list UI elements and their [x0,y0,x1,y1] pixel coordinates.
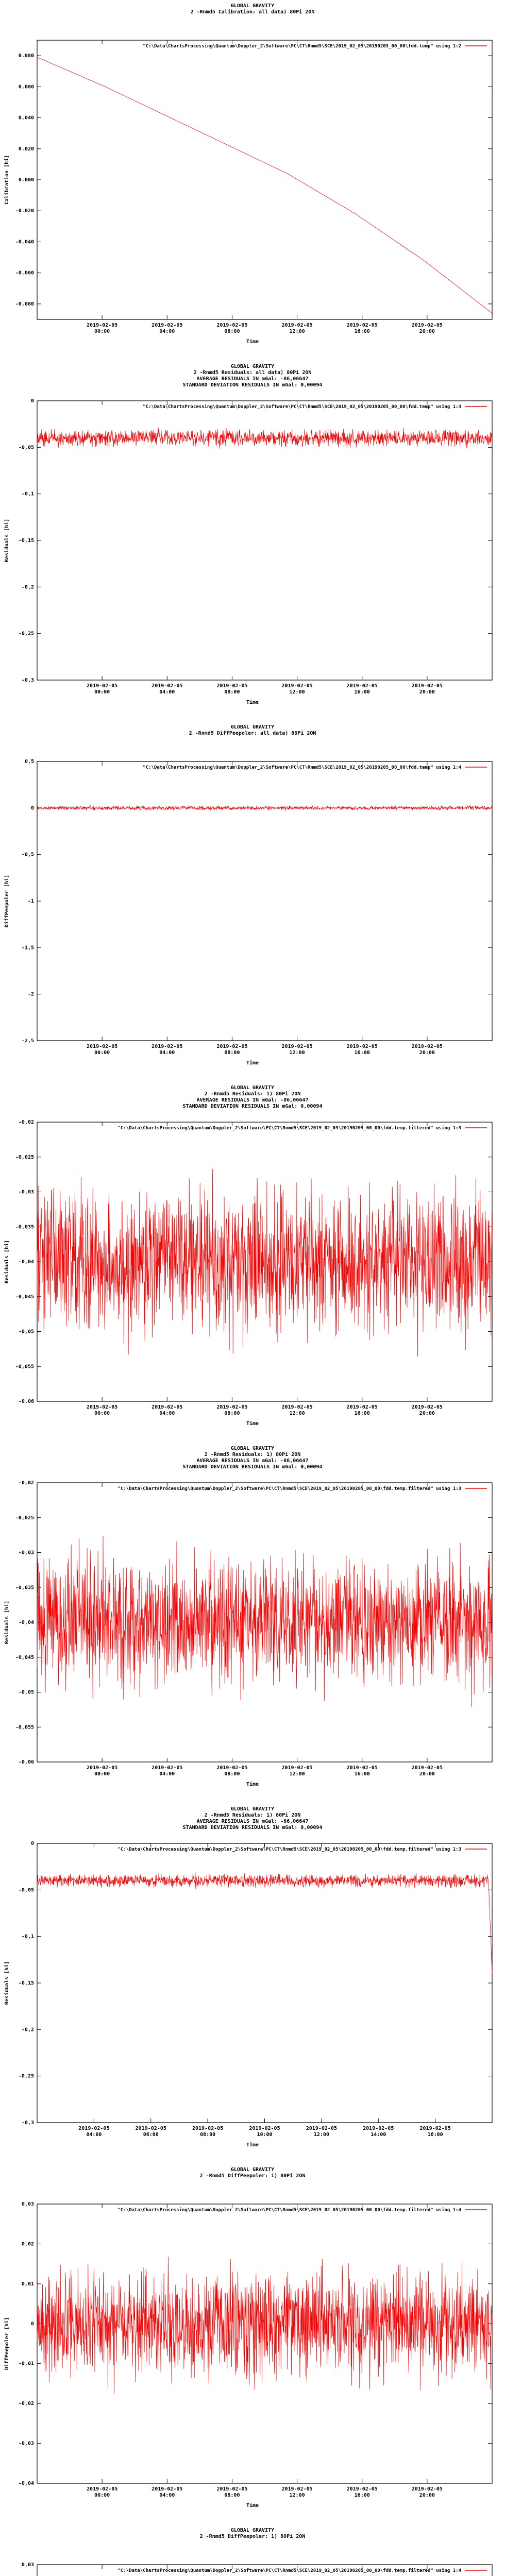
chart-title-line: 2 -Rnmd5 Residuals: all data) 80Pi 2ON [193,370,312,376]
x-tick-label-time: 04:00 [159,1050,175,1056]
x-tick-label: 2019-02-05 [281,1404,313,1410]
x-tick-label: 2019-02-05 [152,2486,183,2492]
x-tick-label: 2019-02-05 [87,2486,118,2492]
x-tick-label-time: 20:00 [419,1050,435,1056]
x-axis-label: Time [246,2503,259,2509]
x-tick-label-time: 00:00 [94,1771,110,1777]
y-tick-label: -0,03 [18,2441,34,2447]
x-tick-label: 2019-02-05 [87,683,118,689]
x-tick-label-time: 20:00 [419,1771,435,1777]
x-tick-label-time: 08:00 [224,1411,240,1416]
x-tick-label: 2019-02-05 [281,1044,313,1049]
y-tick-label: -0.060 [15,270,34,276]
y-tick-label: 0.060 [18,84,34,90]
x-tick-label-time: 12:00 [289,689,305,695]
x-tick-label: 2019-02-05 [411,1765,443,1771]
plot-frame [37,40,492,319]
y-tick-label: -0.040 [15,239,34,245]
x-tick-label-time: 16:00 [354,329,370,334]
x-tick-label-time: 08:00 [224,1771,240,1777]
x-tick-label-time: 00:00 [94,689,110,695]
chart-7 [0,2164,505,2524]
y-tick-label: -1,5 [21,945,34,951]
x-tick-label: 2019-02-05 [411,683,443,689]
x-axis-label: Time [246,1060,259,1066]
y-tick-label: -0,25 [18,631,34,637]
x-tick-label: 2019-02-05 [87,1044,118,1049]
chart-title-line: GLOBAL GRAVITY [230,1446,275,1451]
data-series-line [37,2257,492,2394]
legend-entry: "C:\Data\ChartsProcessing\Quantum\Doppler_2\Software\PC\CT\Rnmd5\SCE\2019_02_05\20190205_00_00\fdd.temp" using 1:4 [143,765,461,770]
y-tick-label: 0,5 [24,759,34,765]
chart-title-line: STANDARD DEVIATION RESIDUALS IN mGal: 0,00094 [182,1104,323,1109]
y-tick-label: 0,02 [21,2241,34,2247]
data-series-line [37,805,492,810]
y-tick-label: -0,04 [18,2481,34,2486]
y-tick-label: -1 [27,899,34,904]
chart-8 [0,2524,505,2576]
x-tick-label-time: 06:00 [143,2132,159,2138]
y-axis-label: DiffPeepoler [hi] [4,2317,10,2370]
x-tick-label-time: 00:00 [94,1050,110,1056]
x-tick-label: 2019-02-05 [346,1404,378,1410]
y-tick-label: 0.040 [18,115,34,121]
x-tick-label-time: 16:00 [354,2493,370,2498]
chart-title-line: 2 -Rnmd5 Residuals: 1) 80Pi 2ON [204,1091,301,1097]
x-tick-label-time: 08:00 [200,2132,216,2138]
x-tick-label: 2019-02-05 [249,2126,280,2131]
x-tick-label: 2019-02-05 [192,2126,224,2131]
y-tick-label: -0,1 [21,1934,34,1940]
x-tick-label-time: 08:00 [224,2493,240,2498]
legend-entry: "C:\Data\ChartsProcessing\Quantum\Doppler_2\Software\PC\CT\Rnmd5\SCE\2019_02_05\20190205_00_00\fdd.temp" using 1:3 [143,404,461,410]
y-tick-label: -0,2 [21,2027,34,2033]
y-tick-label: -0,045 [15,1654,34,1660]
x-tick-label-time: 12:00 [289,1050,305,1056]
y-tick-label: -0,035 [15,1224,34,1230]
chart-title-line: AVERAGE RESIDUALS IN mGal: -86,06647 [196,1458,309,1464]
x-tick-label: 2019-02-05 [216,2486,248,2492]
y-tick-label: -0,055 [15,1364,34,1370]
y-axis-label: Residuals [hi] [4,1600,10,1645]
x-tick-label: 2019-02-05 [216,1044,248,1049]
x-tick-label-time: 04:00 [159,689,175,695]
chart-title-line: 2 -Rnmd5 DiffPeepoler: all data) 80Pi 2ON [189,731,316,736]
chart-title-line: GLOBAL GRAVITY [230,3,275,9]
y-tick-label: -0,025 [15,1154,34,1160]
chart-title-line: 2 -Rnmd5 Calibration: all data) 80Pi 2ON [190,9,315,15]
y-tick-label: 0 [30,805,34,811]
x-tick-label: 2019-02-05 [419,2126,451,2131]
x-tick-label-time: 12:00 [289,2493,305,2498]
x-tick-label-time: 12:00 [289,1411,305,1416]
y-tick-label: -0,03 [18,1189,34,1195]
data-series-line [37,57,492,313]
chart-6 [0,1803,505,2164]
y-tick-label: -0,05 [18,1689,34,1696]
chart-title-line: GLOBAL GRAVITY [230,2167,275,2173]
y-tick-label: -0,15 [18,538,34,544]
chart-1 [0,0,505,361]
legend-entry: "C:\Data\ChartsProcessing\Quantum\Doppler_2\Software\PC\CT\Rnmd5\SCE\2019_02_05\20190205_00_00\fdd.temp.filtered" using 1:4 [117,2208,461,2213]
x-tick-label-time: 16:00 [354,1411,370,1416]
y-tick-label: -0,04 [18,1259,34,1265]
chart-title-line: AVERAGE RESIDUALS IN mGal: -86,06647 [196,1097,309,1103]
chart-3 [0,721,505,1082]
y-tick-label: 0 [30,1841,34,1846]
x-tick-label: 2019-02-05 [216,323,248,328]
x-tick-label: 2019-02-05 [411,1044,443,1049]
chart-title-line: GLOBAL GRAVITY [230,2528,275,2533]
x-tick-label-time: 20:00 [419,1411,435,1416]
chart-title-line: AVERAGE RESIDUALS IN mGal: -86,06647 [196,1819,309,1824]
x-tick-label: 2019-02-05 [411,1404,443,1410]
x-tick-label-time: 08:00 [224,329,240,334]
y-tick-label: 0.020 [18,146,34,152]
x-tick-label: 2019-02-05 [152,1765,183,1771]
x-axis-label: Time [246,700,259,705]
plot-frame [37,761,492,1041]
x-tick-label-time: 12:00 [313,2132,329,2138]
x-tick-label: 2019-02-05 [216,1765,248,1771]
y-tick-label: -0,02 [18,1120,34,1125]
chart-title-line: 2 -Rnmd5 Residuals: 1) 80Pi 2ON [204,1452,301,1458]
chart-title-line: 2 -Rnmd5 Residuals: 1) 80Pi 2ON [204,1812,301,1818]
x-tick-label-time: 16:00 [354,689,370,695]
x-tick-label: 2019-02-05 [152,1044,183,1049]
x-tick-label: 2019-02-05 [152,323,183,328]
x-tick-label-time: 00:00 [94,1411,110,1416]
y-tick-label: -0,04 [18,1620,34,1625]
y-tick-label: -0,3 [21,2120,34,2126]
chart-title-line: GLOBAL GRAVITY [230,364,275,369]
x-tick-label: 2019-02-05 [346,323,378,328]
y-tick-label: 0 [30,2321,34,2327]
x-tick-label-time: 20:00 [419,2493,435,2498]
y-tick-label: -0,2 [21,584,34,590]
y-tick-label: 0.000 [18,177,34,183]
x-axis-label: Time [246,339,259,345]
chart-2 [0,361,505,721]
y-tick-label: -2 [27,991,34,997]
y-tick-label: -0,01 [18,2361,34,2367]
chart-title-line: 2 -Rnmd5 DiffPeepoler: 1) 80Pi 2ON [199,2173,306,2179]
y-tick-label: -0,5 [21,852,34,858]
y-tick-label: -0,15 [18,1980,34,1986]
y-axis-label: Residuals [hi] [4,1961,10,2005]
chart-title-line: GLOBAL GRAVITY [230,724,275,730]
y-tick-label: 0,01 [21,2281,34,2287]
y-tick-label: -0,06 [18,1759,34,1765]
x-tick-label: 2019-02-05 [152,683,183,689]
y-tick-label: 0 [30,398,34,404]
x-tick-label-time: 14:00 [371,2132,386,2138]
chart-title-line: STANDARD DEVIATION RESIDUALS IN mGal: 0,00094 [182,1464,323,1470]
y-tick-label: 0,03 [21,2201,34,2207]
x-tick-label-time: 20:00 [419,329,435,334]
x-tick-label: 2019-02-05 [346,1044,378,1049]
chart-title-line: STANDARD DEVIATION RESIDUALS IN mGal: 0,00094 [182,1825,323,1831]
chart-5 [0,1443,505,1803]
x-tick-label: 2019-02-05 [306,2126,337,2131]
x-tick-label: 2019-02-05 [363,2126,394,2131]
y-tick-label: -0,06 [18,1399,34,1404]
y-tick-label: -0.080 [15,301,34,307]
legend-entry: "C:\Data\ChartsProcessing\Quantum\Doppler_2\Software\PC\CT\Rnmd5\SCE\2019_02_05\20190205_00_00\fdd.temp.filtered" using 1:3 [117,1126,461,1131]
y-tick-label: -2,5 [21,1038,34,1044]
y-tick-label: -0,3 [21,677,34,683]
y-axis-label: Residuals [hi] [4,1240,10,1284]
legend-entry: "C:\Data\ChartsProcessing\Quantum\Doppler_2\Software\PC\CT\Rnmd5\SCE\2019_02_05\20190205_00_00\fdd.temp.filtered" using 1:4 [117,2568,461,2573]
x-tick-label-time: 16:00 [427,2132,443,2138]
x-axis-label: Time [246,2142,259,2148]
x-tick-label-time: 00:00 [94,329,110,334]
x-axis-label: Time [246,1782,259,1787]
y-tick-label: -0,03 [18,1550,34,1556]
x-tick-label: 2019-02-05 [152,1404,183,1410]
y-tick-label: -0,25 [18,2073,34,2079]
x-tick-label: 2019-02-05 [411,323,443,328]
y-tick-label: -0,055 [15,1724,34,1731]
chart-title-line: GLOBAL GRAVITY [230,1806,275,1812]
x-tick-label-time: 10:00 [257,2132,273,2138]
x-tick-label: 2019-02-05 [216,1404,248,1410]
x-tick-label-time: 04:00 [159,2493,175,2498]
x-tick-label-time: 00:00 [94,2493,110,2498]
x-tick-label: 2019-02-05 [346,2486,378,2492]
legend-entry: "C:\Data\ChartsProcessing\Quantum\Doppler_2\Software\PC\CT\Rnmd5\SCE\2019_02_05\20190205_00_00\fdd.temp.filtered" using 1:3 [117,1486,461,1492]
x-tick-label: 2019-02-05 [87,1765,118,1771]
x-tick-label-time: 16:00 [354,1050,370,1056]
chart-title-line: AVERAGE RESIDUALS IN mGal: -86,06647 [196,376,309,382]
plot-frame [37,401,492,680]
x-axis-label: Time [246,1421,259,1427]
chart-title-line: GLOBAL GRAVITY [230,1085,275,1091]
data-series-line [37,1872,492,1974]
x-tick-label-time: 04:00 [86,2132,102,2138]
y-tick-label: -0.020 [15,208,34,214]
x-tick-label: 2019-02-05 [411,2486,443,2492]
x-tick-label-time: 16:00 [354,1771,370,1777]
y-tick-label: -0,05 [18,445,34,451]
y-tick-label: -0,02 [18,1480,34,1486]
chart-4 [0,1082,505,1443]
x-tick-label-time: 08:00 [224,689,240,695]
y-tick-label: 0.080 [18,53,34,59]
y-tick-label: -0,025 [15,1515,34,1521]
y-tick-label: -0,045 [15,1294,34,1300]
x-tick-label: 2019-02-05 [87,323,118,328]
data-series-line [37,428,492,449]
x-tick-label: 2019-02-05 [78,2126,110,2131]
x-tick-label-time: 04:00 [159,1771,175,1777]
x-tick-label-time: 12:00 [289,329,305,334]
y-tick-label: -0,02 [18,2401,34,2407]
x-tick-label: 2019-02-05 [281,323,313,328]
y-tick-label: -0,05 [18,1887,34,1893]
chart-title-line: STANDARD DEVIATION RESIDUALS IN mGal: 0,00094 [182,382,323,388]
x-tick-label: 2019-02-05 [346,683,378,689]
data-series-line [37,1536,492,1707]
x-tick-label-time: 04:00 [159,1411,175,1416]
x-tick-label: 2019-02-05 [346,1765,378,1771]
x-tick-label: 2019-02-05 [281,683,313,689]
y-tick-label: 0,03 [21,2562,34,2568]
x-tick-label-time: 08:00 [224,1050,240,1056]
x-tick-label: 2019-02-05 [216,683,248,689]
y-axis-label: Residuals [hi] [4,518,10,563]
legend-entry: "C:\Data\ChartsProcessing\Quantum\Doppler_2\Software\PC\CT\Rnmd5\SCE\2019_02_05\20190205_00_00\fdd.temp.filtered" using 1:3 [117,1847,461,1852]
x-tick-label-time: 04:00 [159,329,175,334]
x-tick-label-time: 20:00 [419,689,435,695]
y-tick-label: -0,035 [15,1585,34,1591]
data-series-line [37,1169,492,1357]
y-axis-label: Calibration [hi] [4,155,10,205]
x-tick-label-time: 12:00 [289,1771,305,1777]
x-tick-label: 2019-02-05 [281,2486,313,2492]
x-tick-label: 2019-02-05 [135,2126,166,2131]
y-tick-label: -0,05 [18,1329,34,1335]
y-axis-label: DiffPeepoler [hi] [4,874,10,928]
x-tick-label: 2019-02-05 [87,1404,118,1410]
x-tick-label: 2019-02-05 [281,1765,313,1771]
legend-entry: "C:\Data\ChartsProcessing\Quantum\Doppler_2\Software\PC\CT\Rnmd5\SCE\2019_02_05\20190205_00_00\fdd.temp" using 1:2 [143,44,461,49]
chart-title-line: 2 -Rnmd5 DiffPeepoler: 1) 80Pi 2ON [199,2534,306,2539]
y-tick-label: -0,1 [21,491,34,497]
